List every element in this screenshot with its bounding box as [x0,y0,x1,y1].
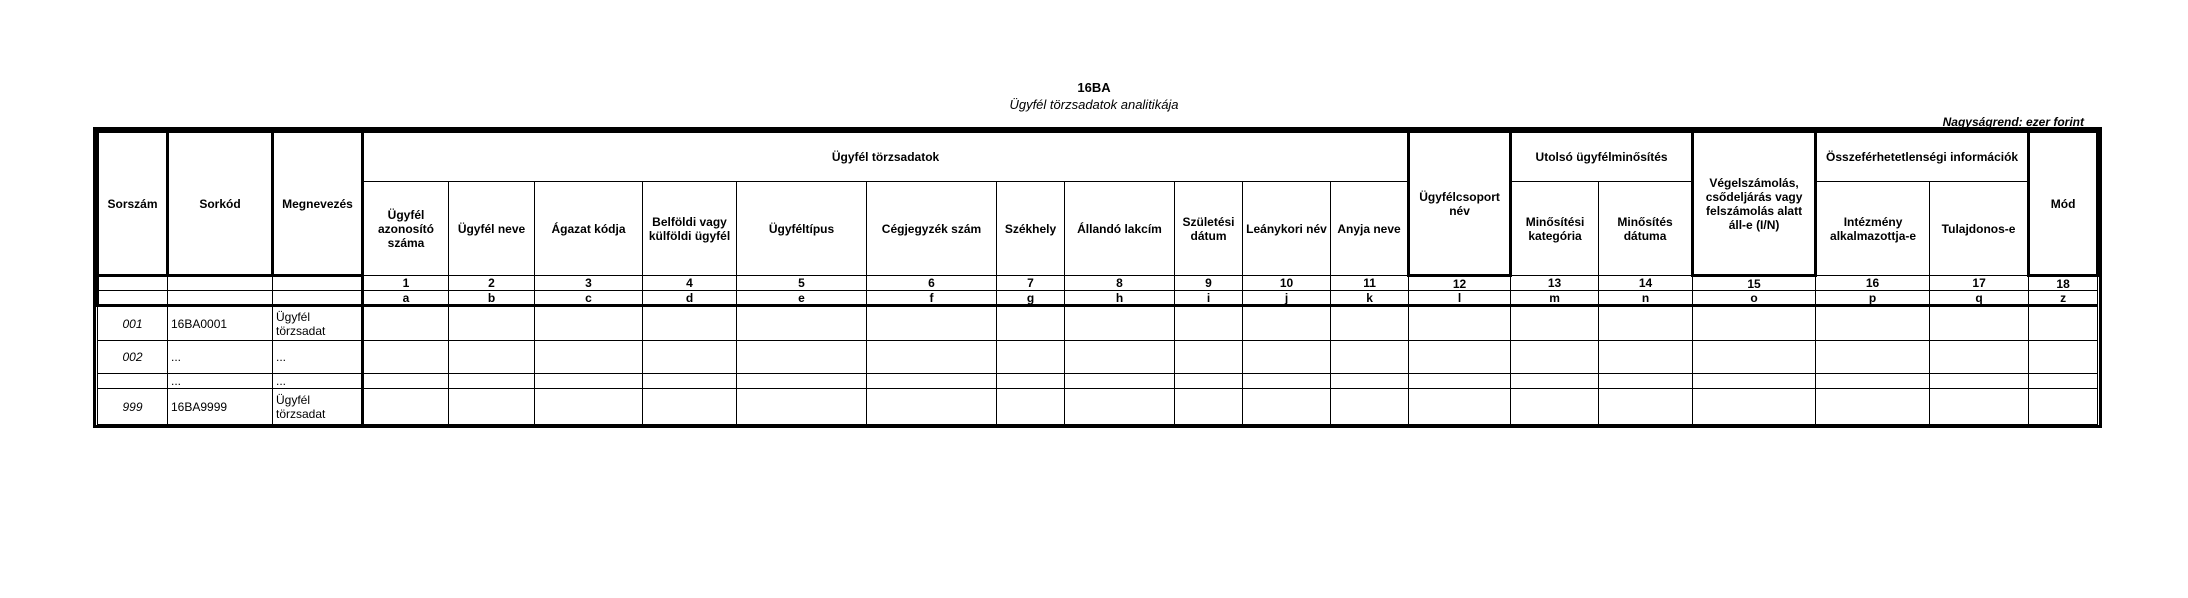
data-cell[interactable] [535,389,643,425]
row-megnevezes: Ügyfél törzsadat [273,306,363,341]
data-cell[interactable] [2029,374,2098,389]
data-cell[interactable] [1243,341,1331,374]
row-megnevezes: ... [273,341,363,374]
col-ugyfeltipus: Ügyféltípus [737,182,867,276]
col-szekhely: Székhely [997,182,1065,276]
column-letter: h [1065,291,1175,306]
report-code: 16BA [1077,80,1111,95]
row-sorkod: 16BA0001 [168,306,273,341]
row-sorkod: ... [168,374,273,389]
column-number: 10 [1243,276,1331,291]
col-ugyfel-neve: Ügyfél neve [449,182,535,276]
column-number: 13 [1511,276,1599,291]
data-cell[interactable] [1599,306,1693,341]
row-sorkod: 16BA9999 [168,389,273,425]
data-cell[interactable] [1693,341,1816,374]
data-cell[interactable] [867,341,997,374]
col-sorszam: Sorszám [98,132,168,276]
data-cell[interactable] [449,306,535,341]
column-number: 4 [643,276,737,291]
col-leanykori-nev: Leánykori név [1243,182,1331,276]
data-cell[interactable] [997,374,1065,389]
data-cell[interactable] [1693,374,1816,389]
data-cell[interactable] [1243,374,1331,389]
data-cell[interactable] [1331,374,1409,389]
data-cell[interactable] [1930,341,2029,374]
data-cell[interactable] [1409,306,1511,341]
data-cell[interactable] [1065,306,1175,341]
report-subtitle: Ügyfél törzsadatok analitikája [1009,97,1179,112]
data-cell[interactable] [737,374,867,389]
data-cell[interactable] [535,306,643,341]
column-number: 12 [1409,276,1511,291]
data-cell[interactable] [1331,306,1409,341]
data-cell[interactable] [1816,306,1930,341]
data-cell[interactable] [2029,389,2098,425]
data-cell[interactable] [1599,389,1693,425]
data-cell[interactable] [1511,389,1599,425]
col-szuletesi-datum: Születési dátum [1175,182,1243,276]
row-sorszam: 001 [98,306,168,341]
column-number: 1 [363,276,449,291]
data-cell[interactable] [2029,341,2098,374]
col-sorkod: Sorkód [168,132,273,276]
data-cell[interactable] [1409,389,1511,425]
data-cell[interactable] [1409,341,1511,374]
data-cell[interactable] [1065,341,1175,374]
column-number: 8 [1065,276,1175,291]
data-cell[interactable] [1065,389,1175,425]
data-cell[interactable] [643,306,737,341]
data-cell[interactable] [643,389,737,425]
column-letter: m [1511,291,1599,306]
column-letter: d [643,291,737,306]
data-cell[interactable] [1599,374,1693,389]
column-number-row [98,276,2098,291]
data-cell[interactable] [1816,341,1930,374]
col-megnevezes: Megnevezés [273,132,363,276]
data-cell[interactable] [363,389,449,425]
column-letter: f [867,291,997,306]
data-cell[interactable] [1409,374,1511,389]
column-letter: z [2029,291,2098,306]
data-cell[interactable] [449,341,535,374]
column-number: 17 [1930,276,2029,291]
data-cell[interactable] [1930,374,2029,389]
col-minositesi-kategoria: Minősítési kategória [1511,182,1599,276]
data-cell[interactable] [1175,389,1243,425]
data-cell[interactable] [1511,374,1599,389]
column-number: 2 [449,276,535,291]
table-row [98,341,2098,374]
data-cell[interactable] [535,341,643,374]
data-cell[interactable] [1511,306,1599,341]
data-cell[interactable] [1693,389,1816,425]
group-osszeferhetetlenseg: Összeférhetetlenségi információk [1816,132,2029,182]
column-number: 16 [1816,276,1930,291]
data-cell[interactable] [737,341,867,374]
row-sorszam [98,374,168,389]
col-intezmeny-alkalmazottja: Intézmény alkalmazottja-e [1816,182,1930,276]
data-cell[interactable] [997,306,1065,341]
col-mod: Mód [2029,132,2098,276]
col-agazat-kodja: Ágazat kódja [535,182,643,276]
table-row [98,306,2098,341]
row-sorszam: 999 [98,389,168,425]
row-sorszam: 002 [98,341,168,374]
data-cell[interactable] [737,389,867,425]
data-cell[interactable] [1243,306,1331,341]
data-cell[interactable] [1693,306,1816,341]
data-cell[interactable] [867,389,997,425]
unit-label: Nagyságrend: ezer forint [1942,115,2084,129]
table-row [98,389,2098,425]
column-letter: i [1175,291,1243,306]
data-cell[interactable] [1243,389,1331,425]
column-number: 9 [1175,276,1243,291]
data-cell[interactable] [449,374,535,389]
col-minosites-datuma: Minősítés dátuma [1599,182,1693,276]
data-cell[interactable] [1331,389,1409,425]
data-cell[interactable] [535,374,643,389]
group-ugyfel-torzsadatok: Ügyfél törzsadatok [363,132,1409,182]
col-vegelszamolas: Végelszámolás, csődeljárás vagy felszámolás alatt áll-e (I/N) [1693,132,1816,276]
column-number: 14 [1599,276,1693,291]
table-row [98,374,2098,389]
col-anyja-neve: Anyja neve [1331,182,1409,276]
row-sorkod: ... [168,341,273,374]
column-number: 5 [737,276,867,291]
data-table [96,130,2099,425]
column-letter: e [737,291,867,306]
column-letter: c [535,291,643,306]
data-cell[interactable] [363,306,449,341]
data-cell[interactable] [1816,374,1930,389]
data-cell[interactable] [363,341,449,374]
data-cell[interactable] [1065,374,1175,389]
column-number: 6 [867,276,997,291]
data-cell[interactable] [1175,341,1243,374]
data-cell[interactable] [449,389,535,425]
data-cell[interactable] [1175,374,1243,389]
data-cell[interactable] [867,306,997,341]
data-cell[interactable] [1599,341,1693,374]
data-cell[interactable] [1511,341,1599,374]
data-cell[interactable] [1930,389,2029,425]
header-row-1 [98,132,2098,182]
col-allando-lakcim: Állandó lakcím [1065,182,1175,276]
data-cell[interactable] [1331,341,1409,374]
data-cell[interactable] [2029,306,2098,341]
row-megnevezes: Ügyfél törzsadat [273,389,363,425]
column-letter: g [997,291,1065,306]
col-tulajdonos: Tulajdonos-e [1930,182,2029,276]
data-cell[interactable] [643,374,737,389]
row-megnevezes: ... [273,374,363,389]
col-ugyfelcsoport-nev: Ügyfélcsoport név [1409,132,1511,276]
data-cell[interactable] [867,374,997,389]
data-cell[interactable] [1175,306,1243,341]
column-letter: j [1243,291,1331,306]
data-cell[interactable] [997,389,1065,425]
col-ugyfel-azonosito: Ügyfél azonosító száma [363,182,449,276]
data-cell[interactable] [737,306,867,341]
column-letter: p [1816,291,1930,306]
column-number: 15 [1693,276,1816,291]
col-cegjegyzek-szam: Cégjegyzék szám [867,182,997,276]
column-number: 18 [2029,276,2098,291]
column-letter: l [1409,291,1511,306]
group-utolso-minosites: Utolsó ügyfélminősítés [1511,132,1693,182]
column-number: 11 [1331,276,1409,291]
data-cell[interactable] [1930,306,2029,341]
column-letter: k [1331,291,1409,306]
column-letter: a [363,291,449,306]
data-cell[interactable] [363,374,449,389]
column-letter-row [98,291,2098,306]
data-cell[interactable] [1816,389,1930,425]
column-number: 7 [997,276,1065,291]
column-letter: q [1930,291,2029,306]
data-cell[interactable] [997,341,1065,374]
col-belfoldi-kulfoldi: Belföldi vagy külföldi ügyfél [643,182,737,276]
column-letter: n [1599,291,1693,306]
data-cell[interactable] [643,341,737,374]
column-letter: o [1693,291,1816,306]
column-letter: b [449,291,535,306]
column-number: 3 [535,276,643,291]
